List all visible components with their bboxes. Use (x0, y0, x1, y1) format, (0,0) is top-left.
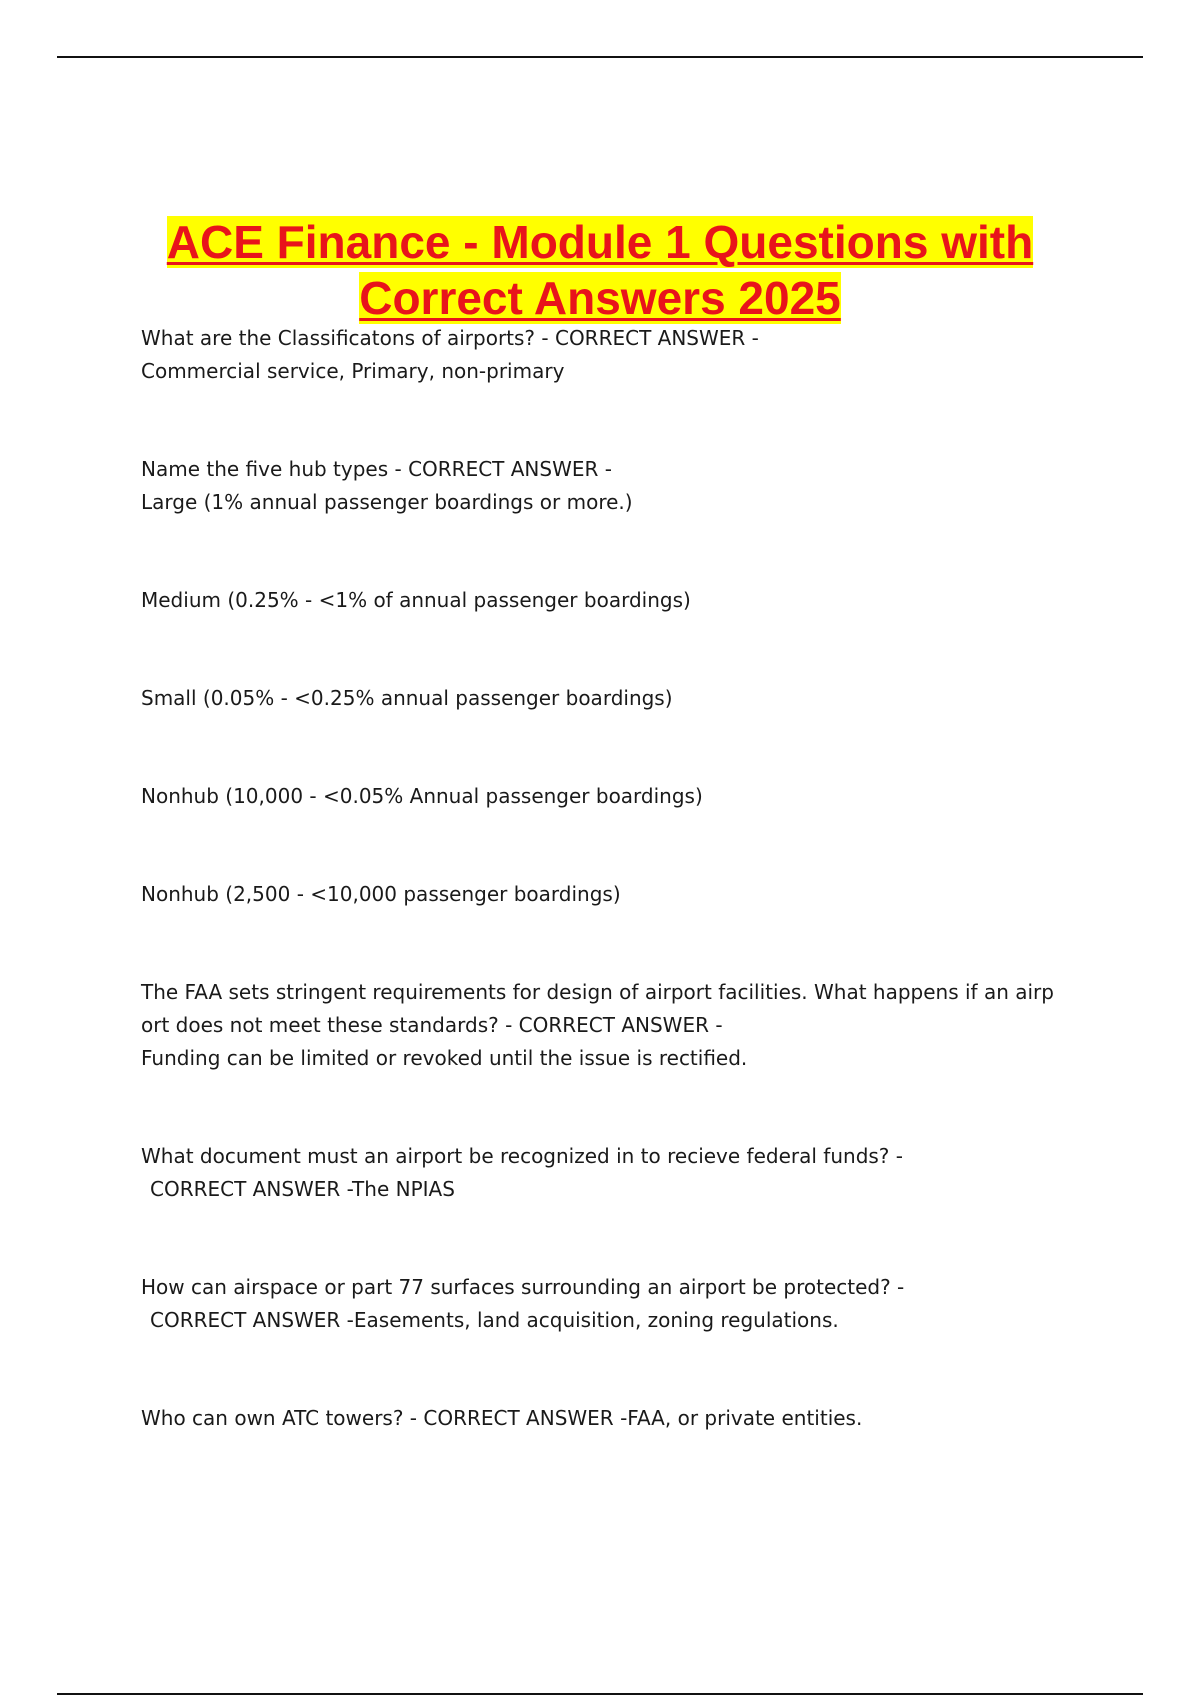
answer-2-medium: Medium (0.25% - <1% of annual passenger boardings) (141, 588, 691, 612)
bottom-rule (57, 1693, 1143, 1695)
answer-3-text: Funding can be limited or revoked until the issue is rectified. (141, 1046, 748, 1070)
question-4-text: What document must an airport be recognized in to recieve federal funds? - (141, 1144, 903, 1168)
title-line-1: ACE Finance - Module 1 Questions with (166, 216, 1034, 268)
question-3-text-part-2: ort does not meet these standards? - CORRECT ANSWER - (141, 1013, 723, 1037)
answer-5-text: CORRECT ANSWER -Easements, land acquisition, zoning regulations. (150, 1308, 839, 1332)
question-2-text: Name the five hub types - CORRECT ANSWER - (141, 457, 612, 481)
title-line-2: Correct Answers 2025 (359, 272, 841, 324)
answer-2-small: Small (0.05% - <0.25% annual passenger boardings) (141, 686, 673, 710)
answer-2-nonhub-1: Nonhub (10,000 - <0.05% Annual passenger boardings) (141, 784, 703, 808)
question-3-text-part-1: The FAA sets stringent requirements for design of airport facilities. What happens if an airp (141, 980, 1054, 1004)
answer-1-text: Commercial service, Primary, non-primary (141, 359, 565, 383)
question-1-text: What are the Classificatons of airports? - CORRECT ANSWER - (141, 326, 759, 350)
document-title (140, 214, 1060, 326)
answer-2-nonhub-2: Nonhub (2,500 - <10,000 passenger boardings) (141, 882, 621, 906)
answer-4-text: CORRECT ANSWER -The NPIAS (150, 1177, 455, 1201)
question-5-text: How can airspace or part 77 surfaces surrounding an airport be protected? - (141, 1275, 905, 1299)
question-6-text: Who can own ATC towers? - CORRECT ANSWER -FAA, or private entities. (141, 1406, 863, 1430)
top-rule (57, 56, 1143, 58)
answer-2-large: Large (1% annual passenger boardings or more.) (141, 490, 633, 514)
